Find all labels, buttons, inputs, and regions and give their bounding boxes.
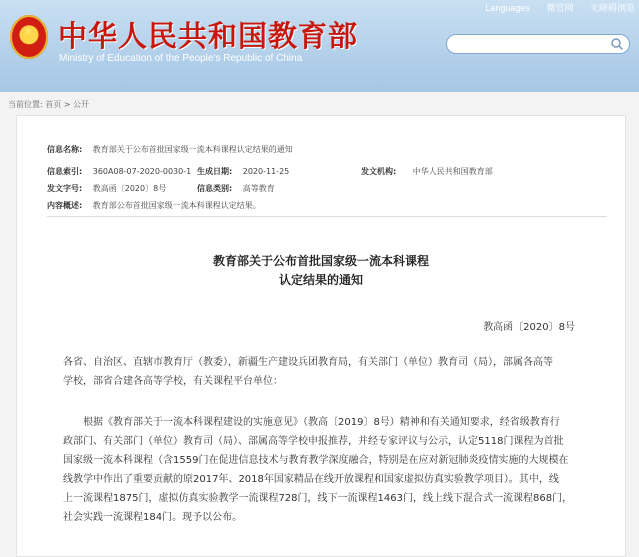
meta-value: 教高函〔2020〕8号	[92, 184, 167, 193]
meta-row-info-index	[47, 166, 191, 180]
paragraph-line: 社会实践一流课程184门。现予以公布。	[63, 512, 243, 523]
meta-label: 发文字号:	[47, 184, 83, 193]
content-panel	[16, 115, 626, 557]
languages-link[interactable]: Languages	[485, 3, 530, 13]
paragraph-line: 各省、自治区、直辖市教育厅（教委），新疆生产建设兵团教育局，有关部门（单位）教育司（局），部属各高等	[63, 357, 553, 368]
search-icon[interactable]	[610, 37, 624, 51]
national-emblem-icon	[10, 15, 48, 59]
article-title-line2: 认定结果的通知	[278, 273, 363, 287]
meta-value: 中华人民共和国教育部	[412, 167, 493, 176]
meta-label: 内容概述:	[47, 201, 83, 210]
meta-value: 360A08-07-2020-0030-1	[92, 167, 192, 176]
paragraph-line: 学校，部省合建各高等学校，有关课程平台单位：	[63, 376, 283, 387]
salutation-paragraph	[63, 353, 589, 391]
meta-row-issuer	[361, 166, 493, 180]
body-paragraph	[63, 413, 589, 527]
site-header	[0, 0, 639, 92]
meta-value: 高等教育	[242, 184, 275, 193]
article-title-line1: 教育部关于公布首批国家级一流本科课程	[212, 254, 429, 268]
paragraph-line: 线教学中作出了重要贡献的原2017年、2018年国家精品在线开放课程和国家虚拟仿真实验教学项目）。其中，线	[63, 474, 559, 485]
meta-row-gen-date	[197, 166, 289, 180]
meta-label: 发文机构:	[361, 167, 397, 176]
divider	[47, 216, 607, 217]
meta-value: 教育部关于公布首批国家级一流本科课程认定结果的通知	[92, 145, 293, 154]
site-title: 中华人民共和国教育部	[58, 19, 359, 53]
top-links	[471, 1, 635, 14]
meta-value: 教育部公布首批国家级一流本科课程认定结果。	[92, 201, 261, 210]
meta-label: 信息索引:	[47, 167, 83, 176]
meta-row-category	[197, 183, 275, 197]
site-subtitle: Ministry of Education of the People's Republic of China	[59, 53, 303, 64]
paragraph-line: 根据《教育部关于一流本科课程建设的实施意见》（教高〔2019〕8号）精神和有关通知要求，经省级教育行	[83, 417, 560, 428]
search-input[interactable]	[446, 34, 630, 54]
meta-value: 2020-11-25	[242, 167, 290, 176]
meta-label: 生成日期:	[197, 167, 233, 176]
paragraph-line: 国家级一流本科课程（含1559门在促进信息技术与教育教学深度融合，特别是在应对新冠肺炎疫情实施的大规模在	[63, 455, 569, 466]
weibo-site-link[interactable]: 微官网	[546, 3, 574, 13]
meta-row-summary	[47, 200, 261, 214]
breadcrumb: 当前位置: 首页 > 公开	[8, 100, 90, 109]
paragraph-line: 上一流课程1875门，虚拟仿真实验教学一流课程728门，线下一流课程1463门，线上线下混合式一流课程868门，	[63, 493, 573, 504]
accessibility-link[interactable]: 无障碍浏览	[589, 3, 635, 13]
meta-row-doc-no	[47, 183, 166, 197]
meta-label: 信息名称:	[47, 145, 83, 154]
meta-row-info-name	[47, 144, 293, 158]
meta-label: 信息类别:	[197, 184, 233, 193]
paragraph-line: 政部门、有关部门（单位）教育司（局）、部属高等学校申报推荐，并经专家评议与公示，认定5118门课程为首批	[63, 436, 564, 447]
article-doc-number: 教高函〔2020〕8号	[483, 322, 575, 333]
